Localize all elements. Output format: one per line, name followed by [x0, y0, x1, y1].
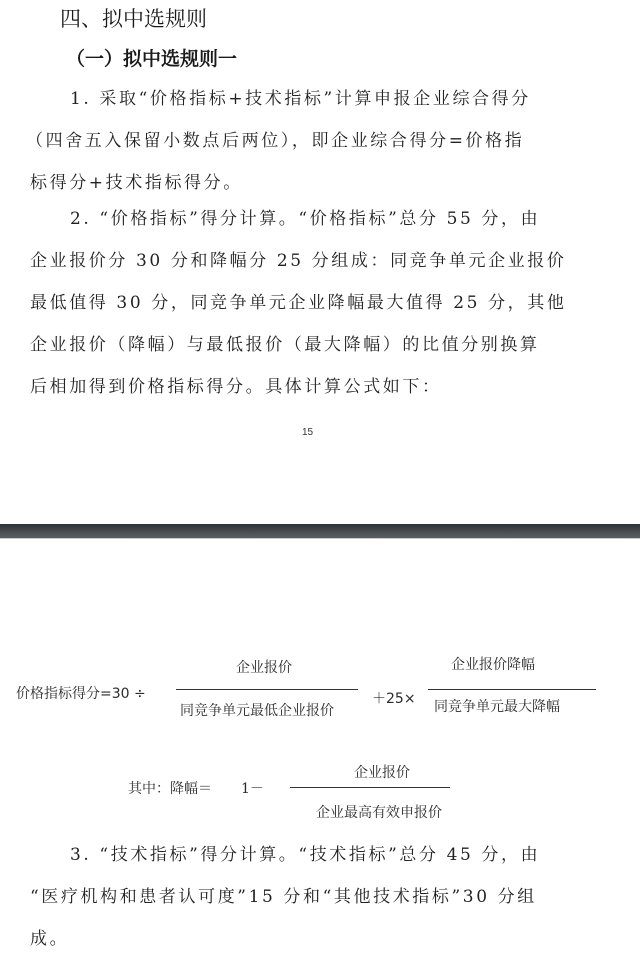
fraction-bar [176, 689, 358, 690]
paragraph-line: 1. 采取“价格指标+技术指标”计算申报企业综合得分 [70, 89, 531, 109]
subsection-heading: （一）拟中选规则一 [66, 48, 238, 70]
fraction-numerator: 企业报价 [236, 660, 292, 676]
fraction-denominator: 同竞争单元最低企业报价 [180, 703, 334, 719]
paragraph-line: 3. “技术指标”得分计算。“技术指标”总分 45 分，由 [70, 845, 541, 865]
formula-lhs: 其中：降幅＝ [128, 781, 212, 797]
paragraph-2 [30, 198, 592, 408]
fraction-bar [428, 689, 596, 690]
paragraph-line: 最低值得 30 分，同竞争单元企业降幅最大值得 25 分，其他 [30, 293, 567, 313]
paragraph-line: 标得分+技术指标得分。 [30, 173, 243, 193]
paragraph-line: 2. “价格指标”得分计算。“价格指标”总分 55 分，由 [70, 209, 541, 229]
fraction-denominator: 同竞争单元最大降幅 [434, 699, 560, 715]
section-heading: 四、拟中选规则 [60, 7, 207, 31]
paragraph-line: 成。 [30, 929, 70, 949]
page-number: 15 [302, 427, 314, 438]
paragraph-3 [30, 834, 592, 960]
fraction-bar [290, 787, 450, 788]
formula-one-minus: 1－ [241, 781, 264, 797]
page-separator [0, 524, 640, 539]
paragraph-line: 企业报价分 30 分和降幅分 25 分组成：同竞争单元企业报价 [30, 251, 567, 271]
paragraph-1 [26, 78, 592, 204]
fraction-numerator: 企业报价降幅 [451, 657, 535, 673]
fraction-numerator: 企业报价 [354, 765, 410, 781]
paragraph-line: “医疗机构和患者认可度”15 分和“其他技术指标”30 分组 [30, 887, 537, 907]
paragraph-line: 后相加得到价格指标得分。具体计算公式如下： [30, 377, 442, 397]
formula-operator: ＋25× [372, 691, 416, 707]
paragraph-line: 企业报价（降幅）与最低报价（最大降幅）的比值分别换算 [30, 335, 540, 355]
formula-lhs: 价格指标得分=30 ÷ [16, 686, 146, 702]
fraction-denominator: 企业最高有效申报价 [316, 805, 442, 821]
paragraph-line: （四舍五入保留小数点后两位），即企业综合得分=价格指 [26, 131, 525, 151]
